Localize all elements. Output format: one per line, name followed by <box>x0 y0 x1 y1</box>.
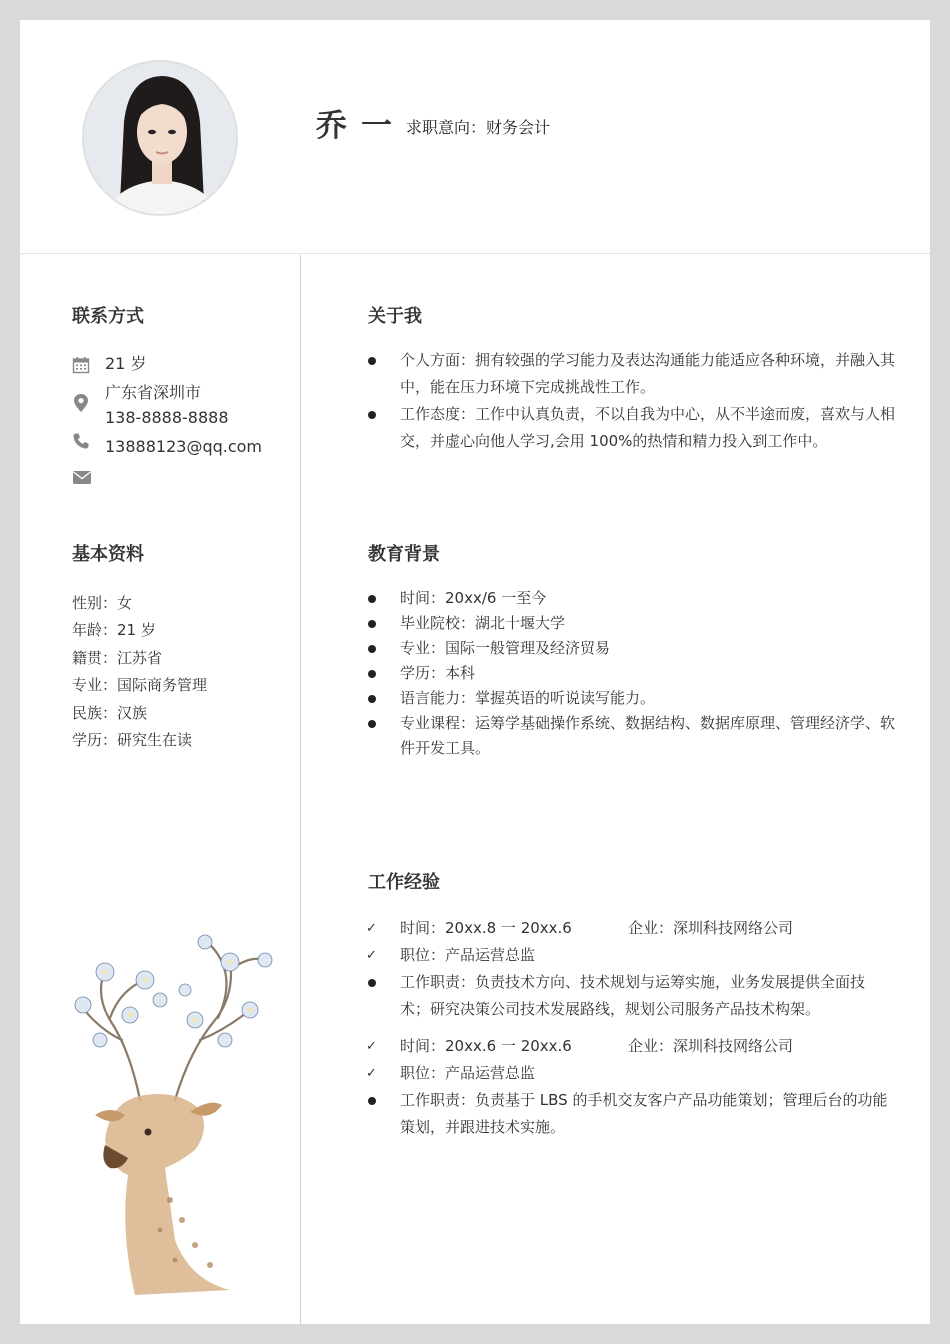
education-item-text: 专业：国际一般管理及经济贸易 <box>400 639 611 657</box>
job-company: 企业：深圳科技网络公司 <box>628 919 794 937</box>
job-time-row <box>368 915 888 942</box>
job-position: 职位：产品运营总监 <box>400 946 536 964</box>
check-icon: ✓ <box>366 948 377 963</box>
job-time: 时间：20xx.6 一 20xx.6 <box>400 1037 572 1055</box>
mail-icon <box>72 469 92 489</box>
applicant-name: 乔一 <box>316 108 406 144</box>
info-ethnicity: 民族：汉族 <box>72 704 148 722</box>
job-position-row <box>368 1060 888 1087</box>
contact-location: 广东省深圳市 <box>105 383 202 402</box>
avatar-portrait <box>84 62 238 216</box>
education-item <box>368 711 898 761</box>
education-item <box>368 636 898 661</box>
education-item <box>368 686 898 711</box>
info-degree: 学历：研究生在读 <box>72 731 193 749</box>
phone-icon <box>72 432 92 452</box>
about-list <box>368 347 898 455</box>
check-icon: ✓ <box>366 921 377 936</box>
info-gender: 性别：女 <box>72 594 133 612</box>
education-item-text: 时间：20xx/6 一至今 <box>400 589 547 607</box>
basic-info-section-title: 基本资料 <box>72 544 144 565</box>
deer-illustration <box>50 900 300 1300</box>
about-item <box>368 347 898 401</box>
info-hometown: 籍贯：江苏省 <box>72 649 163 667</box>
education-item <box>368 661 898 686</box>
contact-section-title: 联系方式 <box>72 306 144 327</box>
education-item-text: 专业课程：运筹学基础操作系统、数据结构、数据库原理、管理经济学、软件开发工具。 <box>400 714 896 757</box>
contact-phone: 138-8888-8888 <box>105 408 229 427</box>
about-section-title: 关于我 <box>368 306 422 327</box>
education-section-title: 教育背景 <box>368 544 440 565</box>
education-list <box>368 586 898 761</box>
education-item <box>368 586 898 611</box>
education-item-text: 学历：本科 <box>400 664 476 682</box>
education-item-text: 语言能力：掌握英语的听说读写能力。 <box>400 689 656 707</box>
job-intent: 求职意向：财务会计 <box>406 118 551 137</box>
resume-header <box>20 20 930 254</box>
job-time: 时间：20xx.8 一 20xx.6 <box>400 919 572 937</box>
work-section-title: 工作经验 <box>368 872 440 893</box>
check-icon: ✓ <box>366 1066 377 1081</box>
education-item-text: 毕业院校：湖北十堰大学 <box>400 614 566 632</box>
work-list <box>368 915 888 1141</box>
resume-page <box>20 20 930 1324</box>
contact-email: 13888123@qq.com <box>105 437 263 456</box>
job-duty-row <box>368 969 888 1023</box>
avatar <box>82 60 238 216</box>
job-duty-row <box>368 1087 888 1141</box>
contact-age: 21 岁 <box>105 354 147 373</box>
about-item <box>368 401 898 455</box>
job-position: 职位：产品运营总监 <box>400 1064 536 1082</box>
location-pin-icon <box>72 393 92 413</box>
education-item <box>368 611 898 636</box>
column-divider <box>300 255 301 1324</box>
check-icon: ✓ <box>366 1039 377 1054</box>
job-time-row <box>368 1033 888 1060</box>
about-item-text: 工作态度：工作中认真负责，不以自我为中心，从不半途而废，喜欢与人相交，并虚心向他人学习,会用 100%的热情和精力投入到工作中。 <box>400 405 896 450</box>
calendar-icon <box>72 356 92 376</box>
info-major: 专业：国际商务管理 <box>72 676 208 694</box>
job-company: 企业：深圳科技网络公司 <box>628 1037 794 1055</box>
about-item-text: 个人方面：拥有较强的学习能力及表达沟通能力能适应各种环境，并融入其中，能在压力环境下完成挑战性工作。 <box>400 351 896 396</box>
info-age: 年龄：21 岁 <box>72 621 156 639</box>
job-duty: 工作职责：负责基于 LBS 的手机交友客户产品功能策划；管理后台的功能策划，并跟进技术实施。 <box>400 1091 888 1136</box>
job-duty: 工作职责：负责技术方向、技术规划与运筹实施，业务发展提供全面技术；研究决策公司技术发展路线，规划公司服务产品技术构架。 <box>400 973 866 1018</box>
job-position-row <box>368 942 888 969</box>
